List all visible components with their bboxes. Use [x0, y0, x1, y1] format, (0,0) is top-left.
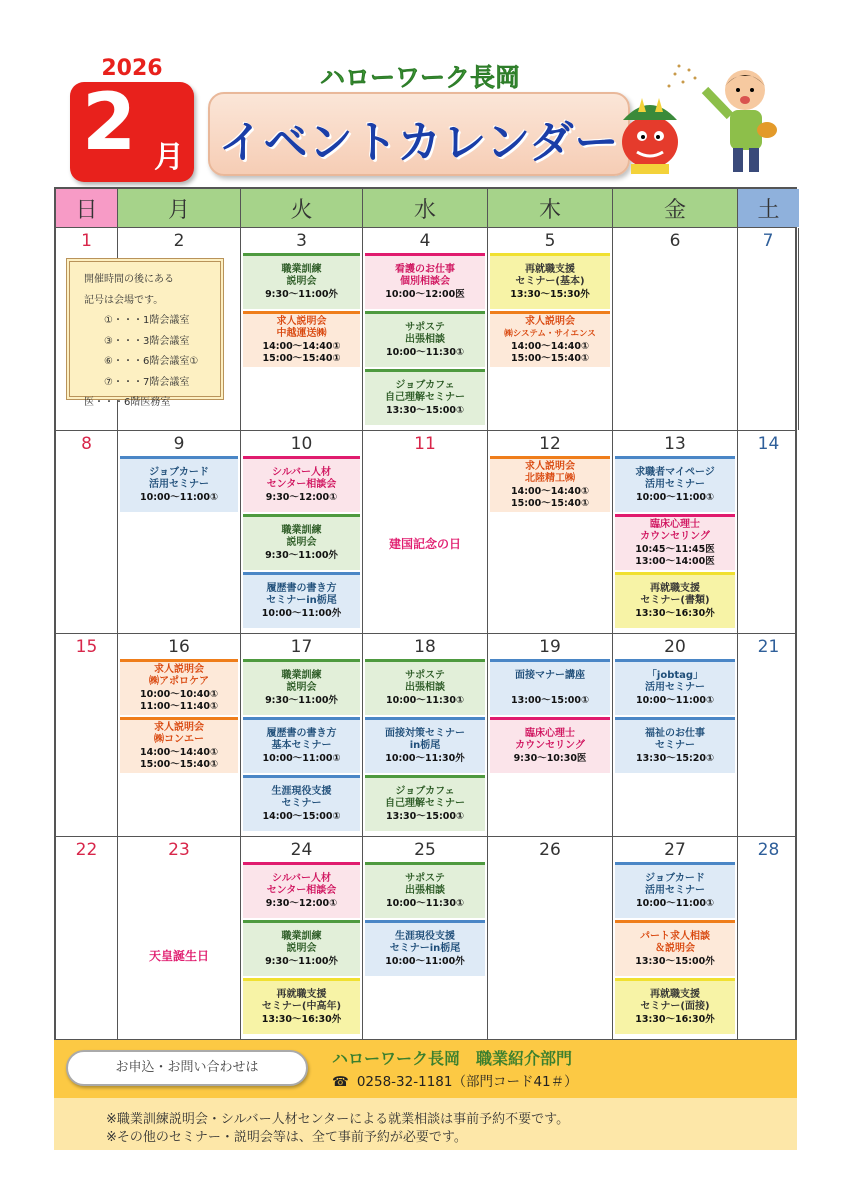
day-cell	[488, 634, 613, 836]
event-card[interactable]: 求人説明会 中越運送㈱ 14:00～14:40① 15:00～15:40①	[243, 311, 360, 367]
event-card[interactable]: 生涯現役支援 セミナーin栃尾 10:00～11:00外	[365, 920, 485, 976]
event-card[interactable]: 福祉のお仕事 セミナー 13:30～15:20①	[615, 717, 735, 773]
day-number: 25	[414, 840, 436, 860]
footer-panel	[54, 1040, 797, 1150]
event-card[interactable]: 臨床心理士 カウンセリング 10:45～11:45医 13:00～14:00医	[615, 514, 735, 570]
week-row	[56, 430, 795, 633]
week-row	[56, 836, 795, 1039]
day-number: 20	[664, 637, 686, 657]
day-number: 17	[290, 637, 313, 657]
day-number: 22	[75, 840, 98, 860]
day-number: 8	[81, 434, 92, 454]
day-number: 13	[664, 434, 686, 454]
day-number: 19	[539, 637, 561, 657]
weekday-wed: 水	[363, 189, 488, 227]
phone-icon: ☎	[332, 1074, 349, 1090]
day-number: 21	[757, 637, 780, 657]
event-card[interactable]: サポステ 出張相談 10:00～11:30①	[365, 659, 485, 715]
event-card[interactable]: パート求人相談 ＆説明会 13:30～15:00外	[615, 920, 735, 976]
holiday-label: 建国記念の日	[388, 537, 461, 551]
day-cell	[241, 431, 363, 633]
event-card[interactable]: 生涯現役支援 セミナー 14:00～15:00①	[243, 775, 360, 831]
event-card[interactable]: シルバー人材 センター相談会 9:30～12:00①	[243, 456, 360, 512]
event-card[interactable]: 求人説明会 北陸精工㈱ 14:00～14:40① 15:00～15:40①	[490, 456, 610, 512]
event-card[interactable]: 履歴書の書き方 セミナーin栃尾 10:00～11:00外	[243, 572, 360, 628]
event-card[interactable]: シルバー人材 センター相談会 9:30～12:00①	[243, 862, 360, 918]
event-card[interactable]: 再就職支援 セミナー(中高年) 13:30～16:30外	[243, 978, 360, 1034]
day-number: 2	[173, 231, 185, 251]
day-cell	[738, 431, 799, 633]
year-label: 2026	[101, 56, 163, 81]
event-card[interactable]: 看護のお仕事 個別相談会 10:00～12:00医	[365, 253, 485, 309]
day-number: 9	[173, 434, 185, 454]
event-card[interactable]: 再就職支援 セミナー(面接) 13:30～16:30外	[615, 978, 735, 1034]
day-cell	[363, 634, 488, 836]
event-card[interactable]: 面接マナー講座 13:00～15:00①	[490, 659, 610, 715]
week-row	[56, 227, 795, 430]
holiday-label: 天皇誕生日	[148, 949, 209, 963]
day-cell	[56, 837, 118, 1039]
event-card[interactable]: 再就職支援 セミナー(基本) 13:30～15:30外	[490, 253, 610, 309]
oni-icon	[622, 98, 678, 174]
contact-label: お申込・お問い合わせは	[66, 1050, 308, 1086]
day-number: 24	[290, 840, 313, 860]
weekday-header	[56, 189, 795, 227]
phone-line	[332, 1070, 578, 1090]
day-cell	[613, 431, 738, 633]
page-title: イベントカレンダー	[218, 117, 620, 168]
day-number: 10	[290, 434, 313, 454]
event-card[interactable]: サポステ 出張相談 10:00～11:30①	[365, 311, 485, 367]
boy-icon	[668, 65, 778, 173]
day-number: 14	[757, 434, 780, 454]
day-cell	[363, 431, 488, 633]
day-cell	[738, 837, 799, 1039]
day-number: 15	[75, 637, 98, 657]
weekday-mon: 月	[118, 189, 241, 227]
weekday-sun: 日	[56, 189, 118, 227]
event-card[interactable]: ジョブカフェ 自己理解セミナー 13:30～15:00①	[365, 369, 485, 425]
event-card[interactable]: 職業訓練 説明会 9:30～11:00外	[243, 253, 360, 309]
note-line: ※その他のセミナー・説明会等は、全て事前予約が必要です。	[106, 1130, 467, 1145]
event-card[interactable]: 職業訓練 説明会 9:30～11:00外	[243, 920, 360, 976]
day-cell	[56, 634, 118, 836]
title-banner	[208, 92, 630, 176]
event-card[interactable]: 求人説明会 ㈱システム・サイエンス 14:00～14:40① 15:00～15:40①	[490, 311, 610, 367]
event-card[interactable]: 求人説明会 ㈱アポロケア 10:00～10:40① 11:00～11:40①	[120, 659, 238, 715]
day-number: 3	[296, 231, 307, 251]
month-badge	[70, 78, 194, 182]
day-cell	[488, 228, 613, 430]
day-number: 18	[414, 637, 436, 657]
day-cell	[613, 228, 738, 430]
event-card[interactable]: 再就職支援 セミナー(書類) 13:30～16:30外	[615, 572, 735, 628]
event-card[interactable]: サポステ 出張相談 10:00～11:30①	[365, 862, 485, 918]
day-number: 6	[669, 231, 681, 251]
day-cell	[363, 837, 488, 1039]
event-calendar	[54, 187, 797, 1041]
day-number: 12	[539, 434, 561, 454]
month-unit: 月	[154, 140, 184, 175]
day-number: 7	[762, 231, 774, 251]
day-number: 26	[539, 840, 561, 860]
day-cell	[738, 634, 799, 836]
day-cell	[738, 228, 799, 430]
event-card[interactable]: ジョブカード 活用セミナー 10:00～11:00①	[615, 862, 735, 918]
day-cell	[118, 634, 241, 836]
event-card[interactable]: 「jobtag」 活用セミナー 10:00～11:00①	[615, 659, 735, 715]
day-cell	[488, 837, 613, 1039]
weekday-thu: 木	[488, 189, 613, 227]
day-number: 11	[414, 434, 436, 454]
day-cell	[118, 431, 241, 633]
weekday-sat: 土	[738, 189, 799, 227]
day-number: 28	[757, 840, 780, 860]
day-number: 23	[168, 840, 190, 860]
weekday-tue: 火	[241, 189, 363, 227]
event-card[interactable]: 求職者マイページ 活用セミナー 10:00～11:00①	[615, 456, 735, 512]
weekday-fri: 金	[613, 189, 738, 227]
day-cell	[613, 634, 738, 836]
venue-legend: 開催時間の後にある 記号は会場です。 ①・・・1階会議室 ③・・・3階会議室 ⑥・・・6階会議室① ⑦・・・7階会議室 医・・・6階医務室	[66, 258, 224, 400]
setsubun-illustration	[605, 60, 805, 180]
day-number: 5	[544, 231, 556, 251]
office-name: ハローワーク長岡 職業紹介部門	[332, 1049, 573, 1068]
phone-number: 0258-32-1181（部門コード41＃）	[356, 1074, 578, 1090]
day-cell	[488, 431, 613, 633]
event-card[interactable]: 臨床心理士 カウンセリング 9:30～10:30医	[490, 717, 610, 773]
day-number: 1	[81, 231, 92, 251]
event-card[interactable]: ジョブカード 活用セミナー 10:00～11:00①	[120, 456, 238, 512]
day-cell	[241, 228, 363, 430]
day-cell	[613, 837, 738, 1039]
day-number: 27	[664, 840, 686, 860]
event-card[interactable]: 職業訓練 説明会 9:30～11:00外	[243, 514, 360, 570]
day-cell	[241, 837, 363, 1039]
org-title: ハローワーク長岡	[319, 63, 520, 92]
event-card[interactable]: 求人説明会 ㈱コンエー 14:00～14:40① 15:00～15:40①	[120, 717, 238, 773]
day-number: 16	[168, 637, 190, 657]
day-cell	[363, 228, 488, 430]
note-line: ※職業訓練説明会・シルバー人材センターによる就業相談は事前予約不要です。	[106, 1112, 570, 1127]
day-number: 4	[419, 231, 431, 251]
day-cell	[241, 634, 363, 836]
month-number: 2	[82, 78, 137, 168]
event-card[interactable]: 職業訓練 説明会 9:30～11:00外	[243, 659, 360, 715]
day-cell	[56, 431, 118, 633]
week-row	[56, 633, 795, 836]
event-card[interactable]: 面接対策セミナー in栃尾 10:00～11:30外	[365, 717, 485, 773]
event-card[interactable]: ジョブカフェ 自己理解セミナー 13:30～15:00①	[365, 775, 485, 831]
event-card[interactable]: 履歴書の書き方 基本セミナー 10:00～11:00①	[243, 717, 360, 773]
day-cell	[118, 837, 241, 1039]
